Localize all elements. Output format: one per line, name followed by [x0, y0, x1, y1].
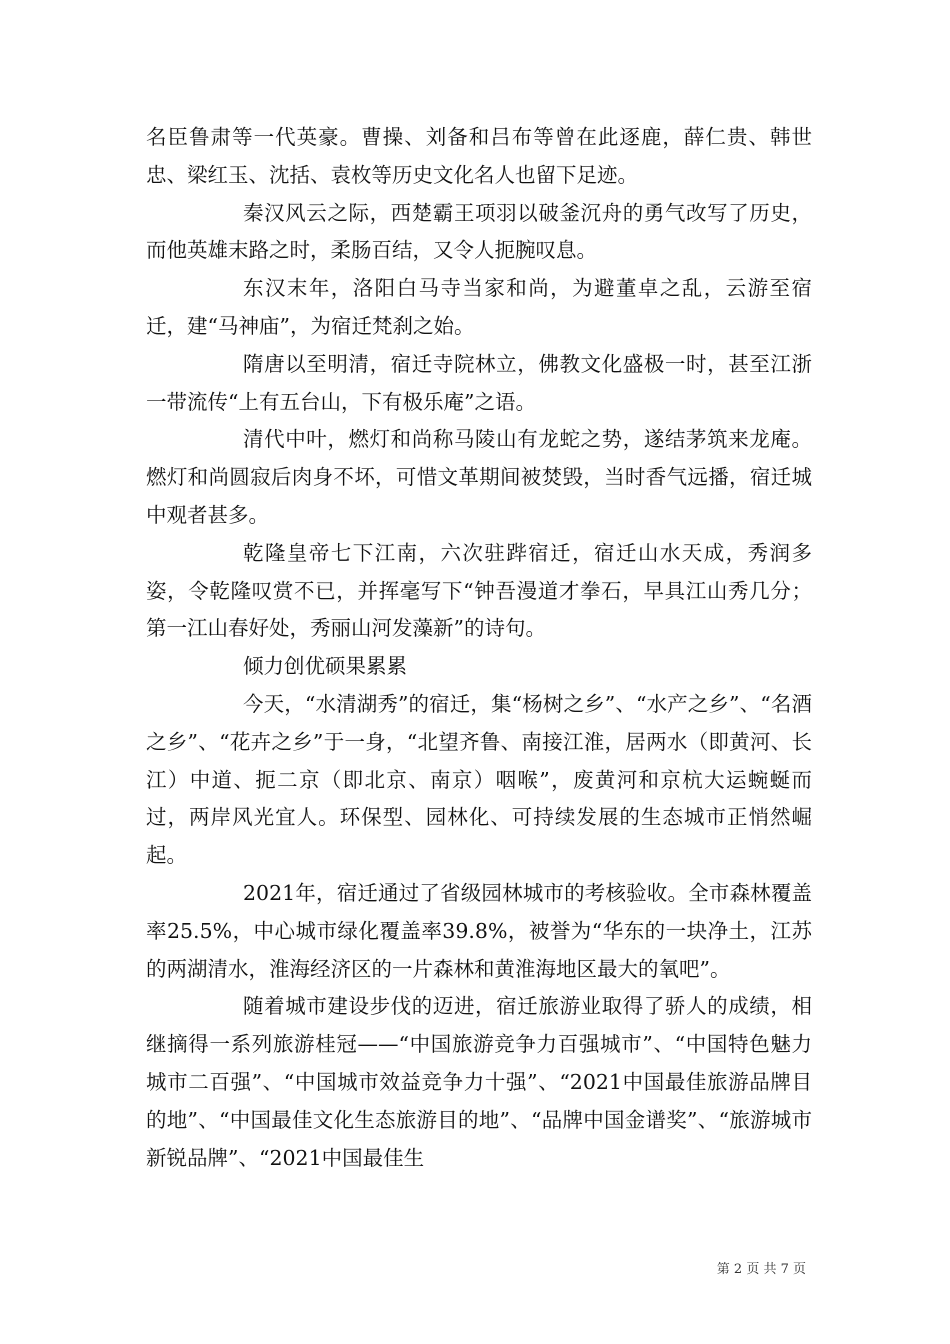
- paragraph-6: 乾隆皇帝七下江南，六次驻跸宿迁，宿迁山水天成，秀润多姿，令乾隆叹赏不已，并挥毫写下“钟吾漫道才拳石，早具江山秀几分；第一江山春好处，秀丽山河发藻新”的诗句。: [146, 540, 812, 641]
- paragraph-9: 随着城市建设步伐的迈进，宿迁旅游业取得了骄人的成绩，相继摘得一系列旅游桂冠——“中国旅游竞争力百强城市”、“中国特色魅力城市二百强”、“中国城市效益竞争力十强”、“2021中国最佳旅游品牌目的地”、“中国最佳文化生态旅游目的地”、“品牌中国金谱奖”、“旅游城市新锐品牌”、“2021中国最佳生: [146, 994, 812, 1170]
- page-number: 第 2 页 共 7 页: [716, 1262, 806, 1277]
- paragraph-2: 秦汉风云之际，西楚霸王项羽以破釜沉舟的勇气改写了历史，而他英雄末路之时，柔肠百结，又令人扼腕叹息。: [146, 200, 812, 263]
- paragraph-7: 今天，“水清湖秀”的宿迁，集“杨树之乡”、“水产之乡”、“名酒之乡”、“花卉之乡”于一身，“北望齐鲁、南接江淮，居两水（即黄河、长江）中道、扼二京（即北京、南京）咽喉”，废黄河和京杭大运蜿蜒而过，两岸风光宜人。环保型、园林化、可持续发展的生态城市正悄然崛起。: [146, 691, 812, 868]
- paragraph-5: 清代中叶，燃灯和尚称马陵山有龙蛇之势，遂结茅筑来龙庵。燃灯和尚圆寂后肉身不坏，可惜文革期间被焚毁，当时香气远播，宿迁城中观者甚多。: [146, 427, 812, 527]
- paragraph-4: 隋唐以至明清，宿迁寺院林立，佛教文化盛极一时，甚至江浙一带流传“上有五台山，下有极乐庵”之语。: [146, 351, 812, 414]
- paragraph-8: 2021年，宿迁通过了省级园林城市的考核验收。全市森林覆盖率25.5%，中心城市绿化覆盖率39.8%，被誉为“华东的一块净土，江苏的两湖清水，淮海经济区的一片森林和黄淮海地区最大的氧吧”。: [146, 880, 812, 981]
- section-heading: 倾力创优硕果累累: [243, 654, 407, 679]
- document-body: [146, 119, 812, 1177]
- paragraph-3: 东汉末年，洛阳白马寺当家和尚，为避董卓之乱，云游至宿迁，建“马神庙”，为宿迁梵刹之始。: [146, 276, 812, 338]
- paragraph-1: 名臣鲁肃等一代英豪。曹操、刘备和吕布等曾在此逐鹿，薛仁贵、韩世忠、梁红玉、沈括、袁枚等历史文化名人也留下足迹。: [146, 125, 812, 187]
